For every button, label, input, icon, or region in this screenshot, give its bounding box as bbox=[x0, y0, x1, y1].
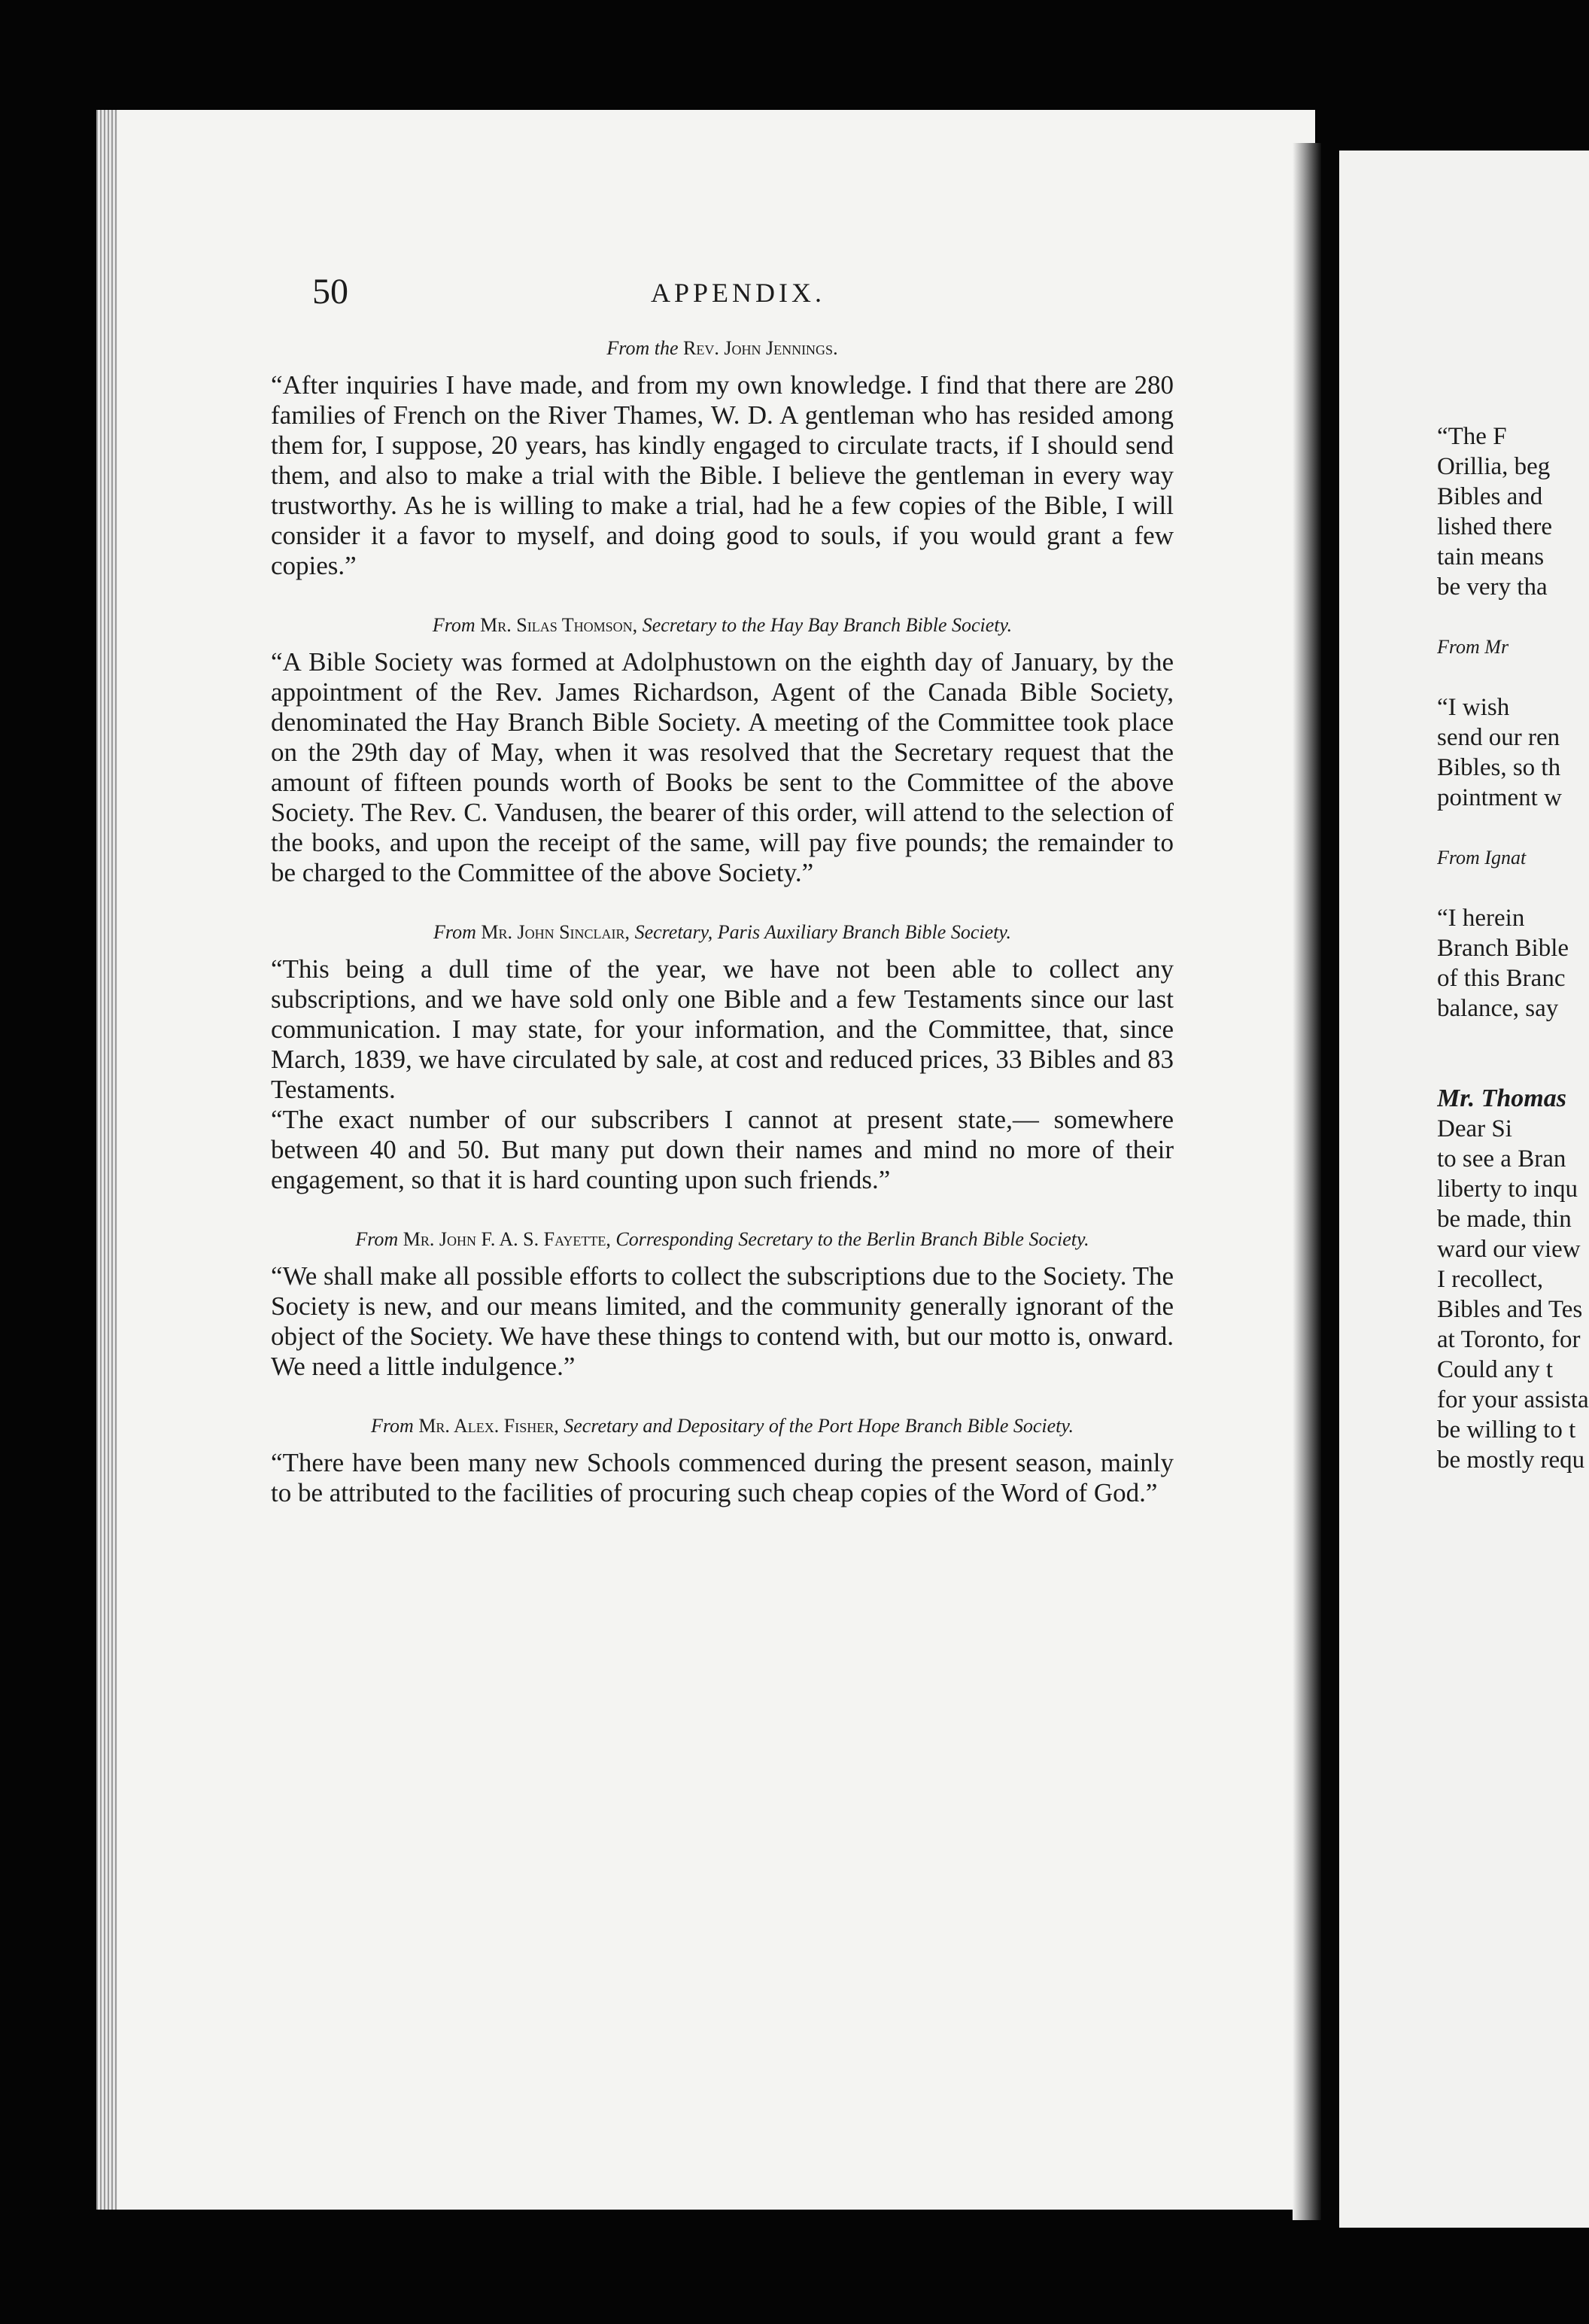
right-page-line: tain means bbox=[1437, 543, 1545, 570]
right-page-line: “The F bbox=[1437, 423, 1507, 450]
letter-paragraph: “The exact number of our subscribers I cannot at present state,— somewhere between 40 and 50. But many put down their names and mind no more of their engagement, so that it is hard counting upon such friends.” bbox=[271, 1105, 1174, 1194]
section-gap bbox=[271, 1195, 1174, 1215]
letters bbox=[271, 337, 1174, 1528]
right-page-line: ward our view bbox=[1437, 1236, 1581, 1263]
letter-heading bbox=[271, 921, 1174, 944]
heading-prefix: From bbox=[355, 1228, 403, 1250]
right-page-line: Bibles, so th bbox=[1437, 754, 1561, 781]
letter-paragraph: “We shall make all possible efforts to collect the subscriptions due to the Society. The Society is new, and our means limited, and the community generally ignorant of the object of the Society. We have these things to contend with, but our motto is, onward. We need a little indulgence.” bbox=[271, 1261, 1174, 1381]
heading-prefix: From bbox=[433, 921, 482, 943]
right-page-line bbox=[1437, 602, 1589, 632]
correspondent-title: Secretary, Paris Auxiliary Branch Bible Society. bbox=[634, 921, 1011, 943]
correspondent-name: Rev. John Jennings. bbox=[683, 337, 838, 359]
right-page-line: Bibles and bbox=[1437, 483, 1543, 510]
right-page-line bbox=[1437, 1054, 1589, 1084]
right-page-line: I recollect, bbox=[1437, 1266, 1544, 1293]
heading-prefix: From the bbox=[606, 337, 683, 359]
right-page-line: “I herein bbox=[1437, 905, 1525, 932]
heading-prefix: From bbox=[371, 1415, 419, 1437]
right-page-line: Branch Bible bbox=[1437, 935, 1569, 962]
heading-prefix: From bbox=[432, 614, 481, 636]
right-page-line: Bibles and Tes bbox=[1437, 1296, 1583, 1323]
page-number: 50 bbox=[312, 272, 348, 312]
letter-heading bbox=[271, 614, 1174, 637]
right-page-text bbox=[1437, 421, 1589, 1475]
running-title: APPENDIX. bbox=[651, 278, 826, 308]
section-gap bbox=[271, 1508, 1174, 1528]
right-page-line bbox=[1437, 813, 1589, 843]
letter-heading bbox=[271, 1228, 1174, 1251]
page-edge bbox=[96, 110, 117, 2210]
right-page-line: Mr. Thomas bbox=[1437, 1084, 1566, 1112]
right-page-line: for your assista bbox=[1437, 1386, 1589, 1413]
right-page-line: “I wish bbox=[1437, 694, 1510, 721]
correspondent-title: Corresponding Secretary to the Berlin Branch Bible Society. bbox=[615, 1228, 1089, 1250]
correspondent-title: Secretary to the Hay Bay Branch Bible Society. bbox=[642, 614, 1013, 636]
right-page-line: be willing to t bbox=[1437, 1416, 1576, 1443]
right-page-line: Dear Si bbox=[1437, 1115, 1512, 1142]
letter-heading bbox=[271, 337, 1174, 360]
right-page-line: pointment w bbox=[1437, 784, 1562, 811]
section-gap bbox=[271, 1382, 1174, 1401]
letter-paragraph: “A Bible Society was formed at Adolphustown on the eighth day of January, by the appointment of the Rev. James Richardson, Agent of the Canada Bible Society, denominated the Hay Branch Bible Society. A meeting of the Committee took place on the 29th day of May, when it was resolved that the Secretary request that the amount of fifteen pounds worth of Books be sent to the Committee of the above Society. The Rev. C. Vandusen, the bearer of this order, will attend to the selection of the books, and upon the receipt of the same, will pay five pounds; the remainder to be charged to the Committee of the above Society.” bbox=[271, 647, 1174, 887]
book-fold bbox=[1293, 143, 1321, 2220]
letter-paragraph: “After inquiries I have made, and from my own knowledge. I find that there are 280 families of French on the River Thames, W. D. A gentleman who has resided among them for, I suppose, 20 years, has kindly engaged to circulate tracts, if I should send them, and also to make a trial with the Bible. I believe the gentleman in every way trustworthy. As he is willing to make a trial, had he a few copies of the Bible, I will consider it a favor to myself, and doing good to souls, if you would grant a few copies.” bbox=[271, 370, 1174, 580]
right-page-line: be made, thin bbox=[1437, 1206, 1572, 1233]
letter-paragraph: “There have been many new Schools commenced during the present season, mainly to be attributed to the facilities of procuring such cheap copies of the Word of God.” bbox=[271, 1448, 1174, 1507]
right-page-line bbox=[1437, 873, 1589, 903]
right-page-line: From Ignat bbox=[1437, 847, 1527, 868]
right-page-line bbox=[1437, 662, 1589, 692]
right-page-line: balance, say bbox=[1437, 995, 1559, 1022]
right-page-line: be mostly requ bbox=[1437, 1446, 1585, 1474]
right-page-line: Could any t bbox=[1437, 1356, 1553, 1383]
correspondent-name: Mr. John Sinclair, bbox=[481, 921, 635, 943]
section-gap bbox=[271, 581, 1174, 601]
right-page-line: to see a Bran bbox=[1437, 1145, 1566, 1173]
right-page-line: be very tha bbox=[1437, 573, 1548, 601]
section-gap bbox=[271, 888, 1174, 908]
right-page-line: at Toronto, for bbox=[1437, 1326, 1581, 1353]
correspondent-name: Mr. Alex. Fisher, bbox=[418, 1415, 564, 1437]
correspondent-name: Mr. Silas Thomson, bbox=[480, 614, 643, 636]
right-page-line: send our ren bbox=[1437, 724, 1560, 751]
right-page-line: lished there bbox=[1437, 513, 1553, 540]
letter-paragraph: “This being a dull time of the year, we have not been able to collect any subscriptions, and we have sold only one Bible and a few Testaments since our last communication. I may state, for your information, and the Committee, that, since March, 1839, we have circulated by sale, at cost and reduced prices, 33 Bibles and 83 Testaments. bbox=[271, 954, 1174, 1104]
correspondent-title: Secretary and Depositary of the Port Hope Branch Bible Society. bbox=[564, 1415, 1074, 1437]
right-page-line: liberty to inqu bbox=[1437, 1176, 1578, 1203]
correspondent-name: Mr. John F. A. S. Fayette, bbox=[403, 1228, 616, 1250]
right-page-line: From Mr bbox=[1437, 636, 1509, 658]
right-page-line: of this Branc bbox=[1437, 965, 1566, 992]
letter-heading bbox=[271, 1415, 1174, 1437]
left-page-text bbox=[271, 271, 1174, 1528]
right-page-line: Orillia, beg bbox=[1437, 453, 1551, 480]
page-header bbox=[271, 271, 1174, 324]
right-page-line bbox=[1437, 1024, 1589, 1054]
